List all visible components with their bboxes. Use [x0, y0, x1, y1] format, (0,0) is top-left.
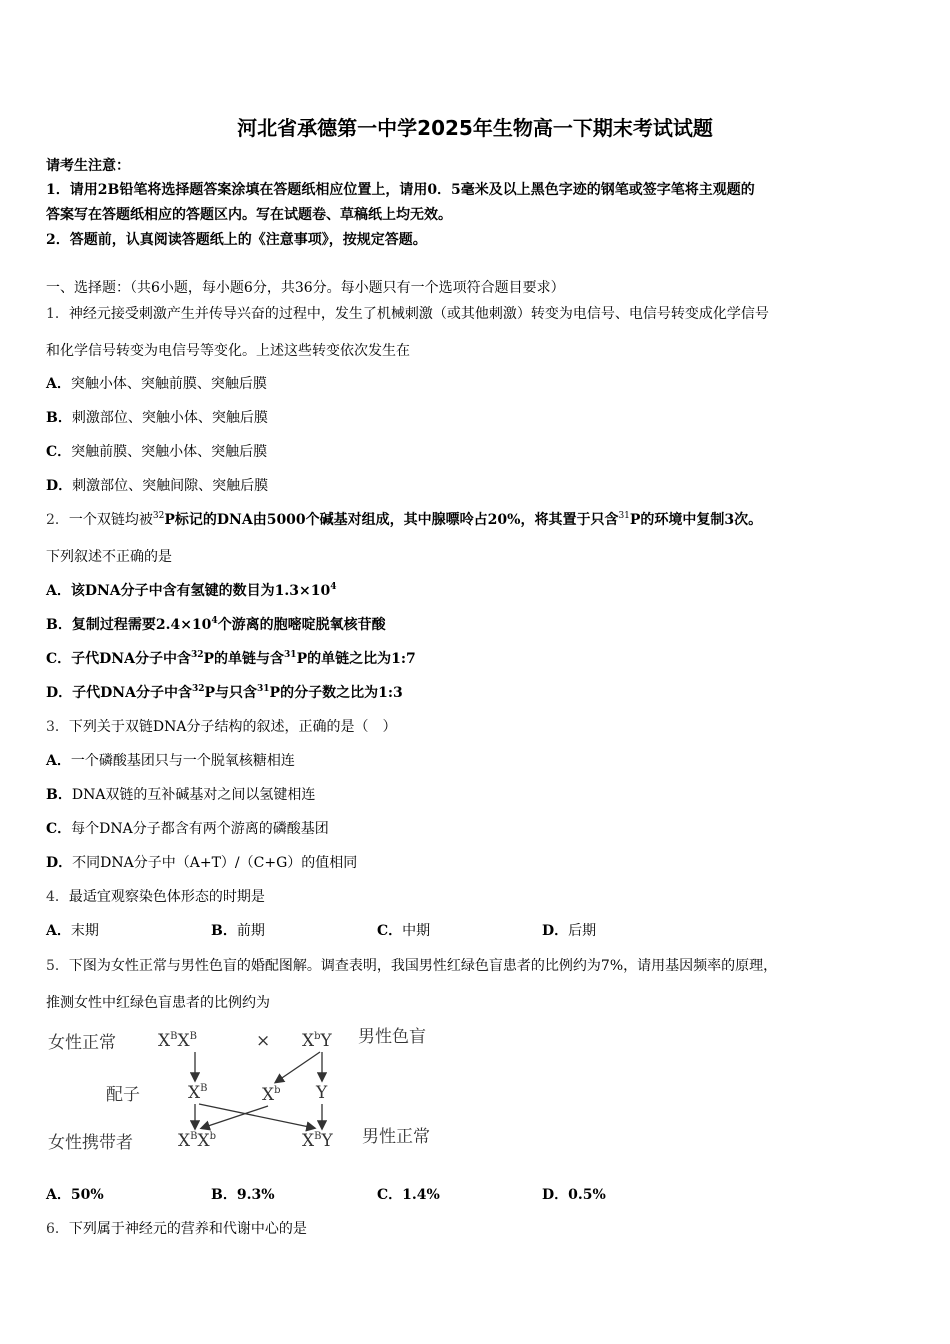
label-male-normal: 男性正常	[362, 1127, 430, 1147]
q4-option-a[interactable]: A．末期	[46, 923, 99, 939]
notice-item-1a: 1．请用2B铅笔将选择题答案涂填在答题纸相应位置上，请用0．5毫米及以上黑色字迹的钢笔或签字笔将主观题的	[46, 182, 755, 198]
label-female-carrier: 女性携带者	[48, 1133, 133, 1153]
q4-option-d[interactable]: D．后期	[542, 923, 597, 939]
gamete-xb-upper: $X^B$	[188, 1083, 208, 1103]
q1-option-c[interactable]: C．突触前膜、突触小体、突触后膜	[46, 444, 268, 460]
q5-option-c[interactable]: C．1.4%	[377, 1187, 440, 1203]
genotype-male-normal: $X^BY$	[302, 1131, 333, 1151]
q2-option-b[interactable]: B．复制过程需要$2.4\times 10^4$个游离的胞嘧啶脱氧核苷酸	[46, 616, 386, 633]
question-number: 5．	[46, 958, 69, 974]
q5-option-d[interactable]: D．0.5%	[542, 1187, 606, 1203]
question-4: 4．最适宜观察染色体形态的时期是	[46, 889, 265, 905]
question-number: 2．	[46, 512, 69, 528]
arrow-parent-to-gamete-xb-lower	[276, 1052, 320, 1082]
cross-symbol: ×	[256, 1031, 271, 1051]
question-6: 6．下列属于神经元的营养和代谢中心的是	[46, 1221, 307, 1237]
question-1	[46, 303, 769, 323]
question-number: 4．	[46, 889, 69, 905]
q1-option-a[interactable]: A．突触小体、突触前膜、突触后膜	[46, 376, 267, 392]
notice-heading: 请考生注意：	[46, 158, 130, 174]
genotype-female-parent: $X^BX^B$	[158, 1031, 197, 1051]
question-1-line2: 和化学信号转变为电信号等变化。上述这些转变依次发生在	[46, 343, 410, 359]
question-5-line2: 推测女性中红绿色盲患者的比例约为	[46, 995, 270, 1011]
notice-item-1b: 答案写在答题纸相应的答题区内。写在试题卷、草稿纸上均无效。	[46, 207, 452, 223]
label-female-normal: 女性正常	[48, 1033, 116, 1053]
gamete-y: Y	[316, 1083, 328, 1103]
notice-item-2: 2．答题前，认真阅读答题纸上的《注意事项》，按规定答题。	[46, 232, 427, 248]
section-heading: 一、选择题：（共6小题，每小题6分，共36分。每小题只有一个选项符合题目要求）	[46, 280, 565, 296]
genotype-female-carrier: $X^BX^b$	[178, 1131, 216, 1151]
q3-option-d[interactable]: D．不同DNA分子中（A+T）/（C+G）的值相同	[46, 855, 358, 871]
question-number: 3．	[46, 719, 69, 735]
q5-option-a[interactable]: A．50%	[46, 1187, 104, 1203]
genotype-male-parent: $X^bY$	[302, 1031, 332, 1051]
q2-option-a[interactable]: A．该DNA分子中含有氢键的数目为$1.3\times 10^4$	[46, 582, 337, 599]
label-gamete: 配子	[106, 1085, 140, 1105]
label-male-colorblind: 男性色盲	[358, 1027, 426, 1047]
question-number: 1．	[46, 306, 69, 322]
question-text: 神经元接受刺激产生并传导兴奋的过程中，发生了机械刺激（或其他刺激）转变为电信号、电信号转变成化学信号	[68, 306, 769, 322]
q4-option-c[interactable]: C．中期	[377, 923, 431, 939]
gamete-xb-lower: $X^b$	[262, 1085, 281, 1105]
q2-option-d[interactable]: D．子代DNA分子中含$^{32}$P与只含$^{31}$P的分子数之比为1:3	[46, 684, 403, 701]
question-5: 5．下图为女性正常与男性色盲的婚配图解。调查表明，我国男性红绿色盲患者的比例约为7%，请用基因频率的原理，	[46, 958, 778, 974]
q5-option-b[interactable]: B．9.3%	[211, 1187, 275, 1203]
page-title: 河北省承德第一中学2025年生物高一下期末考试试题	[237, 116, 713, 140]
arrow-xb-to-male-normal	[199, 1104, 314, 1128]
q4-option-b[interactable]: B．前期	[211, 923, 265, 939]
question-2-line2: 下列叙述不正确的是	[46, 549, 172, 565]
question-number: 6．	[46, 1221, 69, 1237]
question-3: 3．下列关于双链DNA分子结构的叙述，正确的是（ ）	[46, 719, 397, 735]
q3-option-c[interactable]: C．每个DNA分子都含有两个游离的磷酸基团	[46, 821, 329, 837]
q1-option-b[interactable]: B．刺激部位、突触小体、突触后膜	[46, 410, 268, 426]
cross-diagram	[44, 1022, 464, 1162]
q3-option-b[interactable]: B．DNA双链的互补碱基对之间以氢键相连	[46, 787, 316, 803]
q2-option-c[interactable]: C．子代DNA分子中含$^{32}$P的单链与含$^{31}$P的单链之比为1:7	[46, 650, 416, 667]
q3-option-a[interactable]: A．一个磷酸基团只与一个脱氧核糖相连	[46, 753, 295, 769]
q1-option-d[interactable]: D．刺激部位、突触间隙、突触后膜	[46, 478, 269, 494]
arrow-xb-lower-to-carrier	[202, 1106, 268, 1128]
question-2: 2．一个双链均被$^{32}$P标记的DNA由5000个碱基对组成，其中腺嘌呤占20%，将其置于只含$^{31}$P的环境中复制3次。	[46, 511, 763, 528]
